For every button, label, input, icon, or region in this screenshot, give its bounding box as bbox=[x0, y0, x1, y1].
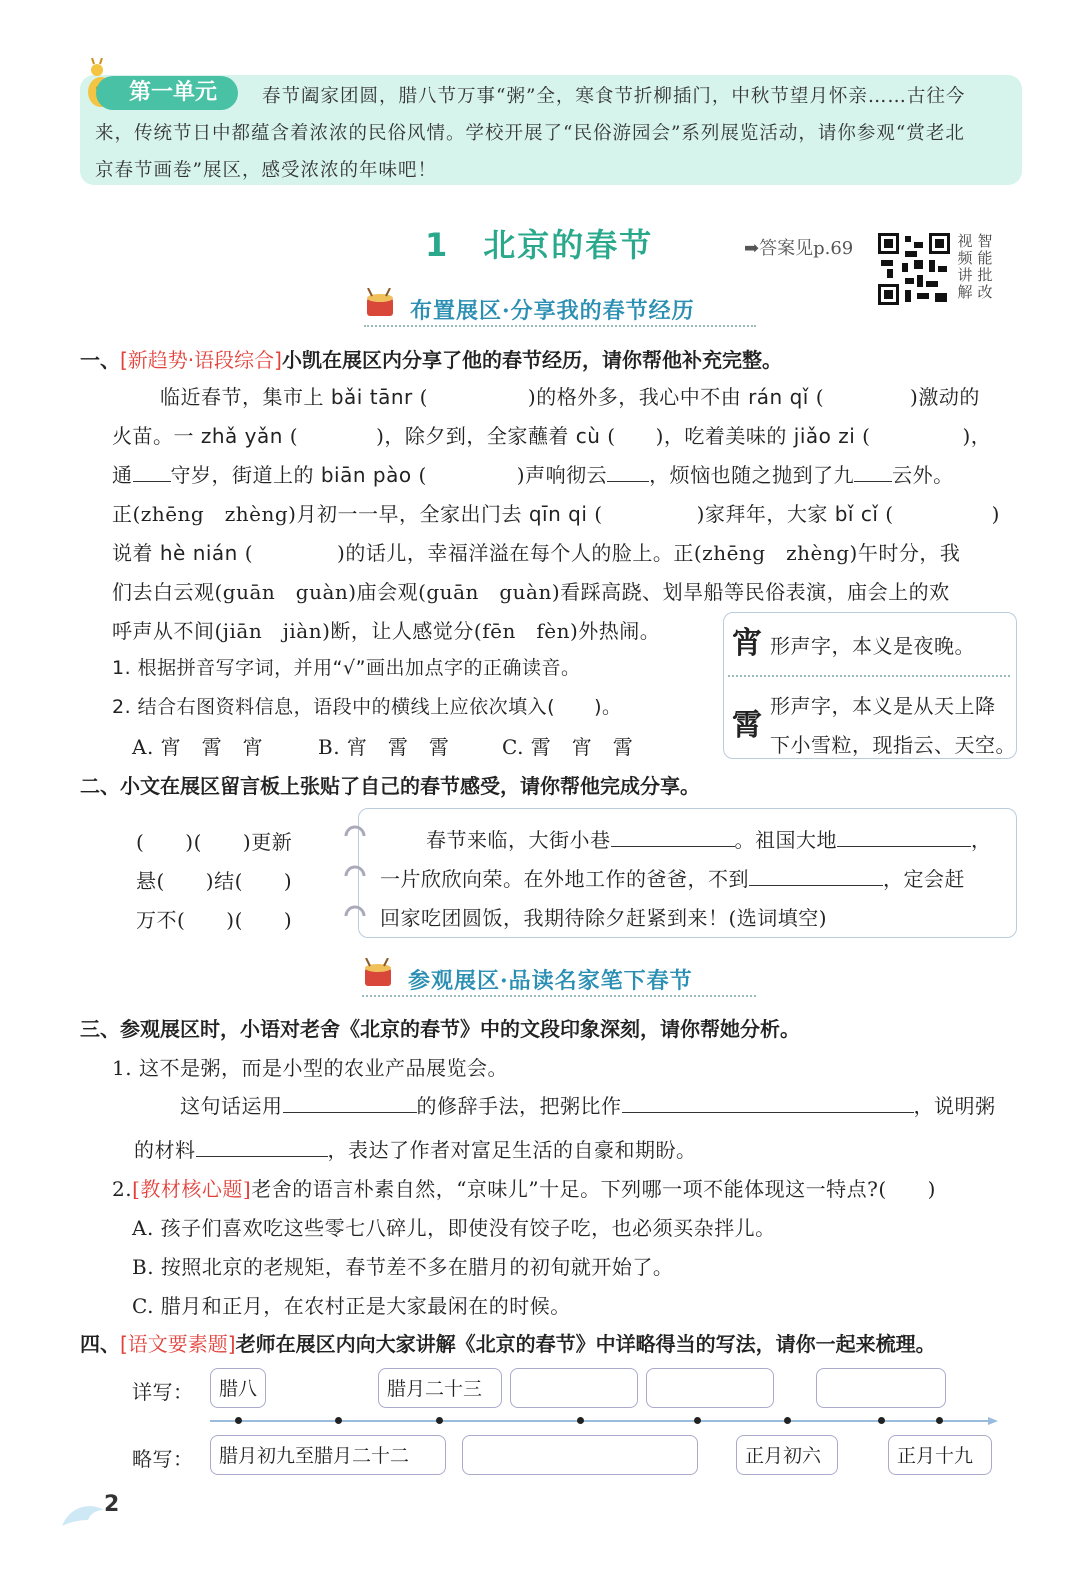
idiom-1[interactable]: ( )( )更新 bbox=[136, 830, 293, 854]
section-underline bbox=[364, 325, 756, 327]
timeline-dot bbox=[784, 1417, 791, 1424]
board-blank-2[interactable] bbox=[837, 828, 971, 847]
detail-box-2: 腊月二十三 bbox=[378, 1368, 502, 1408]
hook-icon bbox=[344, 864, 366, 878]
qr-label-smart: 智能批改 bbox=[977, 232, 993, 301]
info-text-2b: 下小雪粒，现指云、天空。 bbox=[770, 733, 1016, 757]
metaphor-blank[interactable] bbox=[622, 1094, 914, 1113]
detail-box-3[interactable] bbox=[510, 1368, 638, 1408]
hook-icon bbox=[344, 824, 366, 838]
question-tag: [语文要素题] bbox=[120, 1332, 236, 1356]
question-number: 一、 bbox=[80, 348, 120, 372]
question-1 bbox=[80, 344, 782, 373]
pinyin: bǎi tānr bbox=[330, 385, 413, 409]
analysis-line-2 bbox=[134, 1134, 697, 1163]
page-number: 2 bbox=[104, 1492, 120, 1517]
passage-line-6: 们去白云观(guān guàn)庙会观(guān guàn)看踩高跷、划旱船等民俗表演，庙会上的欢 bbox=[112, 580, 950, 604]
analysis-line-1 bbox=[180, 1090, 996, 1119]
question-tag: [教材核心题] bbox=[132, 1177, 252, 1201]
sub-question-3-1: 1. 这不是粥，而是小型的农业产品展览会。 bbox=[112, 1056, 508, 1080]
info-text-1: 形声字，本义是夜晚。 bbox=[770, 634, 975, 658]
pinyin: qīn qi bbox=[528, 502, 588, 526]
intro-line-1: 春节阖家团圆，腊八节万事“粥”全，寒食节折柳插门，中秋节望月怀亲……古往今 bbox=[262, 86, 966, 107]
timeline-dot bbox=[878, 1417, 885, 1424]
passage-line-3 bbox=[112, 459, 954, 488]
timeline-dot bbox=[436, 1417, 443, 1424]
analysis-text: ，表达了作者对富足生活的自豪和期盼。 bbox=[327, 1138, 697, 1162]
passage-text: )的话儿，幸福洋溢在每个人的脸上。正(zhēng zhèng)午时分，我 bbox=[337, 541, 961, 565]
choice-c[interactable]: C. 腊月和正月，在农村正是大家最闲在的时候。 bbox=[132, 1294, 571, 1318]
passage-text: 火苗。一 bbox=[112, 424, 201, 448]
info-text-2a: 形声字，本义是从天上降 bbox=[770, 694, 996, 718]
timeline-dot bbox=[936, 1417, 943, 1424]
paren: ( bbox=[600, 424, 616, 448]
timeline-dot bbox=[577, 1417, 584, 1424]
paren: ( bbox=[237, 541, 254, 565]
question-3 bbox=[80, 1013, 800, 1042]
drum-icon bbox=[364, 288, 396, 318]
rhetoric-blank[interactable] bbox=[283, 1094, 417, 1113]
passage-line-5 bbox=[112, 537, 960, 566]
paren: ( bbox=[878, 502, 894, 526]
passage-text: )，除夕到，全家蘸着 bbox=[376, 424, 576, 448]
passage-line-2 bbox=[112, 420, 991, 449]
question-number: 三、 bbox=[80, 1017, 120, 1041]
question-text: 小文在展区留言板上张贴了自己的春节感受，请你帮他完成分享。 bbox=[120, 774, 700, 798]
analysis-text: ，说明粥 bbox=[913, 1094, 996, 1118]
detail-box-1: 腊八 bbox=[210, 1368, 266, 1408]
passage-text: )， bbox=[962, 424, 992, 448]
idiom-3[interactable]: 万不( )( ) bbox=[136, 908, 293, 932]
paren: ( bbox=[282, 424, 299, 448]
pinyin: biān pào bbox=[320, 463, 412, 487]
brief-label: 略写： bbox=[132, 1447, 194, 1471]
passage-text: )家拜年，大家 bbox=[696, 502, 835, 526]
timeline-dot bbox=[235, 1417, 242, 1424]
detail-label: 详写： bbox=[132, 1380, 194, 1404]
option-a[interactable]: A. 宵 霄 宵 bbox=[132, 735, 264, 759]
qr-label-video: 视频讲解 bbox=[957, 232, 973, 301]
board-text: 一片欣欣向荣。在外地工作的爸爸，不到 bbox=[380, 867, 749, 891]
analysis-text: 这句话运用 bbox=[180, 1094, 283, 1118]
brief-box-4: 正月十九 bbox=[888, 1435, 992, 1475]
analysis-text: 的修辞手法，把粥比作 bbox=[416, 1094, 622, 1118]
board-line-1 bbox=[426, 824, 992, 853]
pinyin: jiǎo zi bbox=[793, 424, 856, 448]
section-underline bbox=[362, 995, 756, 997]
question-2 bbox=[80, 770, 700, 799]
hook-icon bbox=[344, 904, 366, 918]
option-c[interactable]: C. 霄 宵 霄 bbox=[502, 735, 634, 759]
pinyin: zhǎ yǎn bbox=[200, 424, 283, 448]
board-text: ， bbox=[971, 828, 992, 852]
passage-text: ，烦恼也随之抛到了九 bbox=[649, 463, 855, 487]
question-text: 小凯在展区内分享了他的春节经历，请你帮他补充完整。 bbox=[281, 348, 782, 372]
passage-line-1 bbox=[160, 381, 980, 410]
question-number: 2. bbox=[112, 1177, 133, 1201]
passage-text: 通 bbox=[112, 463, 133, 487]
seal-character-2: 霄 bbox=[732, 708, 762, 743]
seal-character-1: 宵 bbox=[732, 626, 762, 661]
passage-text: )，吃着美味的 bbox=[655, 424, 794, 448]
passage-text: )的格外多，我心中不由 bbox=[527, 385, 749, 409]
detail-box-5[interactable] bbox=[816, 1368, 946, 1408]
dolphin-icon bbox=[60, 1500, 108, 1532]
passage-text: )声响彻云 bbox=[516, 463, 608, 487]
passage-text: )激动的 bbox=[910, 385, 980, 409]
answer-reference: ➡答案见p.69 bbox=[744, 238, 854, 259]
detail-box-4[interactable] bbox=[646, 1368, 774, 1408]
fill-blank-2[interactable] bbox=[607, 463, 649, 482]
paren: ( bbox=[808, 385, 825, 409]
intro-line-2: 来，传统节日中都蕴含着浓浓的民俗风情。学校开展了“民俗游园会”系列展览活动，请你参观“赏老北 bbox=[95, 123, 965, 144]
pinyin: hè nián bbox=[159, 541, 238, 565]
board-text: ，定会赶 bbox=[883, 867, 965, 891]
option-b[interactable]: B. 宵 霄 霄 bbox=[318, 735, 450, 759]
passage-text: 守岁，街道上的 bbox=[170, 463, 321, 487]
pinyin: cù bbox=[575, 424, 601, 448]
idiom-2[interactable]: 悬( )结( ) bbox=[136, 869, 293, 893]
paren: ( bbox=[411, 463, 427, 487]
section-header-1: 布置展区·分享我的春节经历 bbox=[410, 298, 695, 324]
sub-question-1: 1. 根据拼音写字词，并用“√”画出加点字的正确读音。 bbox=[112, 657, 581, 679]
board-line-2 bbox=[380, 863, 965, 892]
intro-line-3: 京春节画卷”展区，感受浓浓的年味吧！ bbox=[95, 160, 437, 181]
passage-text: 说着 bbox=[112, 541, 160, 565]
fill-blank-3[interactable] bbox=[854, 463, 892, 482]
timeline-dot bbox=[335, 1417, 342, 1424]
unit-badge: 第一单元 bbox=[96, 76, 238, 110]
info-divider bbox=[728, 675, 1010, 677]
drum-icon bbox=[362, 958, 394, 988]
lesson-title: 1 北京的春节 bbox=[425, 226, 654, 264]
paren: ( bbox=[587, 502, 603, 526]
material-blank[interactable] bbox=[196, 1138, 328, 1157]
analysis-text: 的材料 bbox=[134, 1138, 196, 1162]
question-text: 参观展区时，小语对老舍《北京的春节》中的文段印象深刻，请你帮她分析。 bbox=[120, 1017, 800, 1041]
question-number: 四、 bbox=[80, 1332, 120, 1356]
choice-b[interactable]: B. 按照北京的老规矩，春节差不多在腊月的初旬就开始了。 bbox=[132, 1255, 674, 1279]
paren: ( bbox=[412, 385, 428, 409]
sub-question-2: 2. 结合右图资料信息，语段中的横线上应依次填入( )。 bbox=[112, 696, 622, 718]
question-text: 老师在展区内向大家讲解《北京的春节》中详略得当的写法，请你一起来梳理。 bbox=[235, 1332, 936, 1356]
question-tag: [新趋势·语段综合] bbox=[120, 348, 282, 372]
question-number: 二、 bbox=[80, 774, 120, 798]
brief-box-1: 腊月初九至腊月二十二 bbox=[210, 1435, 446, 1475]
qr-code-icon[interactable] bbox=[878, 233, 950, 305]
question-text: 老舍的语言朴素自然，“京味儿”十足。下列哪一项不能体现这一特点?( ) bbox=[251, 1177, 936, 1201]
board-blank-3[interactable] bbox=[749, 867, 883, 886]
sub-question-3-2 bbox=[112, 1173, 936, 1202]
pinyin: bǐ cǐ bbox=[834, 502, 879, 526]
passage-text: 临近春节，集市上 bbox=[160, 385, 331, 409]
section-header-2: 参观展区·品读名家笔下春节 bbox=[408, 968, 693, 994]
passage-line-7: 呼声从不间(jiān jiàn)断，让人感觉分(fēn fèn)外热闹。 bbox=[112, 619, 661, 643]
passage-line-4 bbox=[112, 498, 1000, 527]
passage-text: ) bbox=[991, 502, 1000, 526]
board-text: 。祖国大地 bbox=[734, 828, 837, 852]
pinyin: rán qǐ bbox=[748, 385, 809, 409]
paren: ( bbox=[855, 424, 871, 448]
question-4 bbox=[80, 1328, 936, 1357]
fill-blank-1[interactable] bbox=[133, 463, 171, 482]
board-blank-1[interactable] bbox=[611, 828, 735, 847]
brief-box-3: 正月初六 bbox=[736, 1435, 838, 1475]
choice-a[interactable]: A. 孩子们喜欢吃这些零七八碎儿，即使没有饺子吃，也必须买杂拌儿。 bbox=[132, 1216, 776, 1240]
arrow-right-icon bbox=[988, 1415, 1000, 1427]
passage-text: 正(zhēng zhèng)月初一一早，全家出门去 bbox=[112, 502, 529, 526]
timeline-dot bbox=[694, 1417, 701, 1424]
board-line-3: 回家吃团圆饭，我期待除夕赶紧到来！(选词填空) bbox=[380, 906, 828, 930]
board-text: 春节来临，大街小巷 bbox=[426, 828, 611, 852]
passage-text: 云外。 bbox=[892, 463, 954, 487]
brief-box-2[interactable] bbox=[462, 1435, 698, 1475]
